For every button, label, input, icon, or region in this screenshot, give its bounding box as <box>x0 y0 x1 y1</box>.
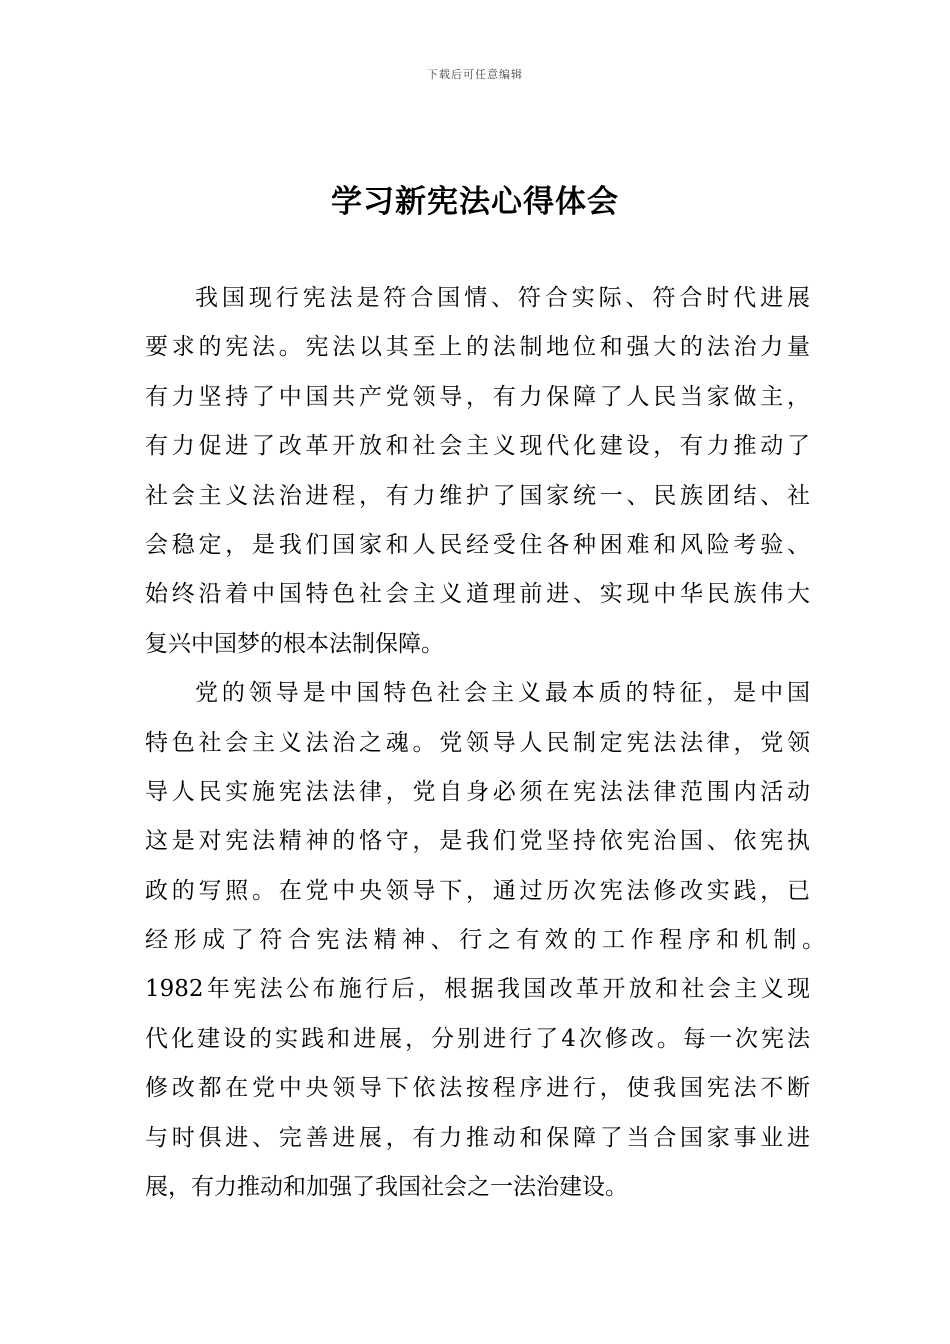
paragraph-2-line-7: 1982年宪法公布施行后，根据我国改革开放和社会主义现 <box>145 976 810 1003</box>
paragraph-2-line-9: 修改都在党中央领导下依法按程序进行，使我国宪法不断 <box>145 1075 810 1102</box>
paragraph-1-line-4: 有力促进了改革开放和社会主义现代化建设，有力推动了 <box>145 433 810 460</box>
paragraph-2-line-2: 特色社会主义法治之魂。党领导人民制定宪法法律，党领 <box>145 729 810 756</box>
paragraph-2-line-6: 经形成了符合宪法精神、行之有效的工作程序和机制。 <box>145 927 825 954</box>
document-title: 学习新宪法心得体会 <box>331 184 619 220</box>
paragraph-1-line-6: 会稳定，是我们国家和人民经受住各种困难和风险考验、 <box>145 531 810 558</box>
paragraph-1-line-1: 我国现行宪法是符合国情、符合实际、符合时代进展 <box>195 285 810 311</box>
paragraph-2-line-11: 展，有力推动和加强了我国社会之一法治建设。 <box>145 1174 628 1201</box>
paragraph-1-line-5: 社会主义法治进程，有力维护了国家统一、民族团结、社 <box>145 482 810 509</box>
paragraph-2-line-3: 导人民实施宪法法律，党自身必须在宪法法律范围内活动 <box>145 778 810 805</box>
paragraph-2-line-8: 代化建设的实践和进展，分别进行了4次修改。每一次宪法 <box>145 1025 810 1052</box>
paragraph-2-line-5: 政的写照。在党中央领导下，通过历次宪法修改实践，已 <box>145 877 810 904</box>
paragraph-1-line-8: 复兴中国梦的根本法制保障。 <box>145 630 444 657</box>
paragraph-1-line-3: 有力坚持了中国共产党领导，有力保障了人民当家做主， <box>145 383 810 410</box>
header-note: 下载后可任意编辑 <box>427 68 523 81</box>
paragraph-2-line-4: 这是对宪法精神的恪守，是我们党坚持依宪治国、依宪执 <box>145 828 810 855</box>
document-body <box>145 274 825 1212</box>
paragraph-2-line-1: 党的领导是中国特色社会主义最本质的特征，是中国 <box>195 680 810 707</box>
paragraph-1-line-2: 要求的宪法。宪法以其至上的法制地位和强大的法治力量 <box>145 334 810 361</box>
paragraph-2-line-10: 与时俱进、完善进展，有力推动和保障了当合国家事业进 <box>145 1124 810 1151</box>
paragraph-1-line-7: 始终沿着中国特色社会主义道理前进、实现中华民族伟大 <box>145 581 810 608</box>
